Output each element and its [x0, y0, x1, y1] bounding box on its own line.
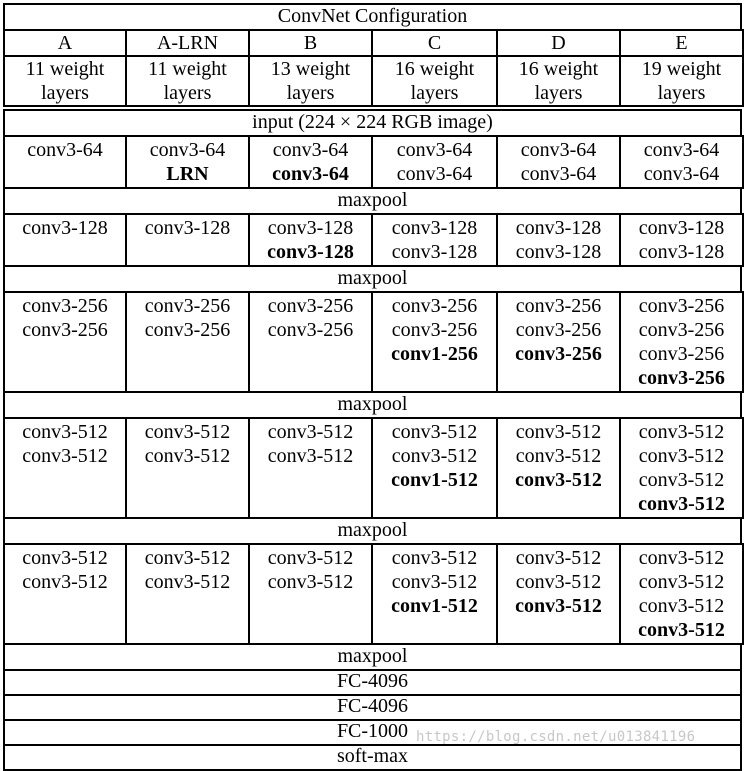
layer-name: conv3-512	[638, 445, 725, 467]
layer-cell	[125, 543, 250, 645]
layer-name: conv3-256	[144, 319, 231, 341]
layer-cell	[125, 135, 250, 189]
layer-name: conv3-64	[272, 163, 349, 185]
layer-name: conv3-512	[391, 571, 478, 593]
layer-name: conv3-512	[391, 445, 478, 467]
layer-cell	[371, 291, 498, 393]
layer-name: conv3-512	[144, 421, 231, 443]
layer-name: conv3-512	[391, 547, 478, 569]
layer-name: conv3-64	[396, 139, 473, 161]
layer-name: conv3-256	[638, 295, 725, 317]
layer-cell	[496, 213, 621, 267]
fc-row	[3, 719, 742, 746]
layer-cell	[619, 213, 744, 267]
layer-cell	[371, 213, 498, 267]
column-name: E	[675, 32, 688, 54]
layer-name: conv3-256	[267, 319, 354, 341]
layer-cell	[619, 417, 744, 519]
maxpool-row	[3, 391, 742, 419]
layer-name: conv3-512	[267, 571, 354, 593]
maxpool-label: maxpool	[337, 267, 408, 289]
layer-name: conv3-128	[267, 241, 354, 263]
layer-cell	[248, 417, 373, 519]
layer-name: conv3-512	[144, 547, 231, 569]
layer-name: conv3-128	[391, 241, 478, 263]
layer-name: conv3-128	[638, 241, 725, 263]
depth-line: layers	[41, 82, 89, 104]
layer-cell	[371, 543, 498, 645]
layer-cell	[248, 543, 373, 645]
depth-line: 16 weight	[394, 58, 475, 80]
column-header	[496, 29, 621, 57]
maxpool-label: maxpool	[337, 645, 408, 667]
layer-name: conv3-512	[144, 571, 231, 593]
input-row	[3, 109, 742, 137]
column-depth	[125, 55, 250, 107]
maxpool-row	[3, 265, 742, 293]
column-name: D	[551, 32, 566, 54]
column-header	[371, 29, 498, 57]
layer-name: conv3-128	[638, 217, 725, 239]
layer-cell	[3, 213, 127, 267]
fc-row	[3, 694, 742, 721]
layer-name: conv3-512	[22, 547, 108, 569]
maxpool-label: maxpool	[337, 189, 408, 211]
depth-line: 16 weight	[518, 58, 599, 80]
layer-name: conv3-512	[515, 469, 602, 491]
maxpool-row	[3, 187, 742, 215]
layer-cell	[248, 135, 373, 189]
layer-cell	[125, 291, 250, 393]
layer-name: conv1-512	[391, 469, 478, 491]
layer-cell	[496, 291, 621, 393]
layer-cell	[496, 417, 621, 519]
layer-name: conv3-256	[391, 295, 478, 317]
layer-name: conv3-64	[149, 139, 226, 161]
layer-name: conv3-64	[27, 139, 103, 161]
layer-name: conv3-512	[144, 445, 231, 467]
column-depth	[371, 55, 498, 107]
layer-cell	[619, 291, 744, 393]
column-header	[248, 29, 373, 57]
layer-name: conv3-128	[515, 241, 602, 263]
layer-cell	[3, 291, 127, 393]
column-header	[3, 29, 127, 57]
maxpool-label: maxpool	[337, 393, 408, 415]
layer-name: conv3-512	[638, 595, 725, 617]
layer-name: conv3-256	[638, 367, 725, 389]
layer-name: conv3-64	[643, 163, 720, 185]
fc-label: soft-max	[336, 745, 409, 767]
layer-name: conv3-512	[638, 547, 725, 569]
layer-name: conv3-128	[267, 217, 354, 239]
layer-name: conv3-512	[638, 469, 725, 491]
layer-name: conv3-512	[515, 595, 602, 617]
column-name: A	[57, 32, 73, 54]
layer-name: conv3-256	[515, 319, 602, 341]
layer-name: conv3-512	[267, 421, 354, 443]
layer-cell	[619, 543, 744, 645]
maxpool-row	[3, 517, 742, 545]
layer-name: conv3-64	[272, 139, 349, 161]
layer-name: conv3-512	[515, 571, 602, 593]
layer-name: conv3-64	[643, 139, 720, 161]
layer-cell	[125, 213, 250, 267]
layer-cell	[619, 135, 744, 189]
fc-label: FC-4096	[336, 670, 409, 692]
layer-name: conv3-256	[22, 319, 108, 341]
layer-name: conv3-128	[144, 217, 231, 239]
column-header	[619, 29, 744, 57]
layer-name: conv3-256	[515, 343, 602, 365]
layer-name: conv3-128	[22, 217, 108, 239]
watermark: https://blog.csdn.net/u013841196	[416, 729, 696, 745]
layer-name: conv3-256	[638, 319, 725, 341]
layer-name: conv3-256	[22, 295, 108, 317]
layer-name: conv3-256	[638, 343, 725, 365]
column-name: C	[427, 32, 442, 54]
layer-name: conv3-512	[267, 445, 354, 467]
depth-line: layers	[163, 82, 212, 104]
layer-name: conv3-512	[638, 421, 725, 443]
layer-name: conv3-512	[638, 571, 725, 593]
column-depth	[496, 55, 621, 107]
column-depth	[3, 55, 127, 107]
column-depth	[619, 55, 744, 107]
layer-name: conv3-64	[520, 163, 597, 185]
layer-cell	[3, 417, 127, 519]
layer-name: conv3-512	[22, 445, 108, 467]
layer-name: conv3-512	[515, 445, 602, 467]
layer-name: LRN	[166, 163, 209, 185]
layer-cell	[496, 135, 621, 189]
depth-line: 19 weight	[641, 58, 722, 80]
table-title-label: ConvNet Configuration	[277, 5, 468, 27]
fc-row	[3, 669, 742, 696]
fc-row	[3, 744, 742, 771]
column-name: B	[303, 32, 318, 54]
layer-name: conv3-256	[515, 295, 602, 317]
layer-name: conv3-256	[391, 319, 478, 341]
depth-line: layers	[286, 82, 335, 104]
layer-cell	[371, 417, 498, 519]
depth-line: layers	[410, 82, 459, 104]
layer-cell	[496, 543, 621, 645]
layer-name: conv1-256	[391, 343, 478, 365]
column-header	[125, 29, 250, 57]
fc-label: FC-4096	[336, 695, 409, 717]
layer-cell	[371, 135, 498, 189]
column-name: A-LRN	[156, 32, 219, 54]
maxpool-label: maxpool	[337, 519, 408, 541]
fc-label: FC-1000	[336, 720, 409, 742]
layer-name: conv3-128	[515, 217, 602, 239]
layer-cell	[3, 135, 127, 189]
layer-cell	[3, 543, 127, 645]
layer-name: conv3-128	[391, 217, 478, 239]
layer-name: conv3-512	[638, 619, 725, 641]
depth-line: 11 weight	[25, 58, 105, 80]
convnet-config-table	[3, 0, 742, 767]
layer-cell	[125, 417, 250, 519]
table-title-row	[3, 3, 742, 31]
depth-line: 13 weight	[270, 58, 351, 80]
layer-name: conv3-512	[267, 547, 354, 569]
layer-name: conv3-512	[22, 571, 108, 593]
column-depth	[248, 55, 373, 107]
layer-name: conv3-512	[638, 493, 725, 515]
depth-line: 11 weight	[148, 58, 227, 80]
layer-name: conv3-512	[515, 547, 602, 569]
layer-name: conv3-256	[144, 295, 231, 317]
layer-cell	[248, 213, 373, 267]
layer-name: conv3-512	[22, 421, 108, 443]
depth-line: layers	[657, 82, 706, 104]
layer-name: conv3-512	[391, 421, 478, 443]
layer-name: conv3-64	[520, 139, 597, 161]
layer-name: conv3-256	[267, 295, 354, 317]
layer-cell	[248, 291, 373, 393]
layer-name: conv1-512	[391, 595, 478, 617]
layer-name: conv3-64	[396, 163, 473, 185]
input-label: input (224 × 224 RGB image)	[252, 111, 493, 133]
depth-line: layers	[534, 82, 583, 104]
layer-name: conv3-512	[515, 421, 602, 443]
maxpool-row	[3, 643, 742, 671]
